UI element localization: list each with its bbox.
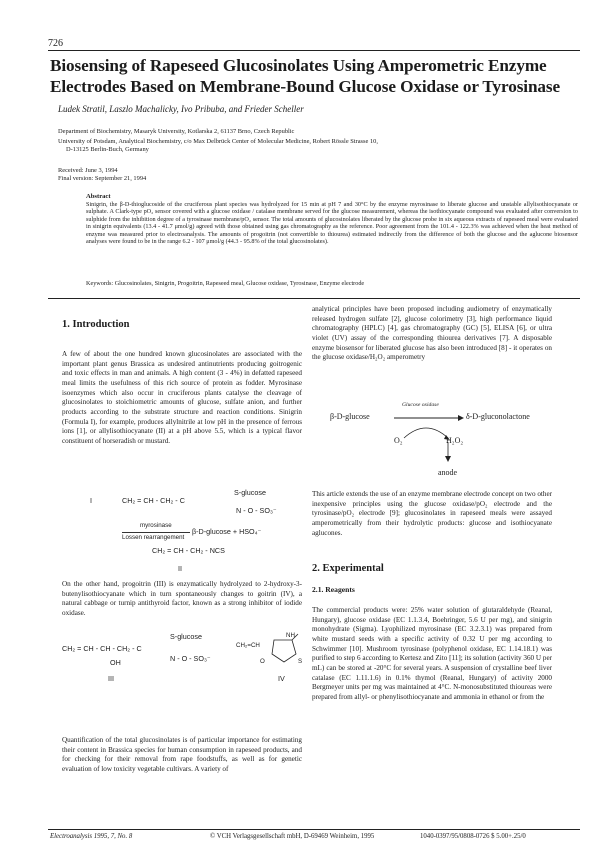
affiliation-3: D-13125 Berlin-Buch, Germany — [66, 146, 149, 153]
formula-chain-i: CH₂ = CH - CH₂ - C — [122, 496, 185, 505]
formula-label-ii: II — [178, 564, 182, 573]
intro-paragraph-1: A few of about the one hundred known glucosinolates are associated with the important plant genus Brassica as undesired antinutrients producing goitrogenic and toxic effects in man and animals. A high content (3 - 4%) in defatted rapeseed meal limits the usefulness of this rich source of protein as fodder. Myrosinase isoenzymes which also occur in cruciferous plants catalyse the cleavage of glucosinolates to stoichiometric amounts of glucose, sulfate anion, and further products according to the substrate structure and reaction conditions. Sinigrin (Formula I), for example, produces allylnitrile at low pH in the presence of ferrous ions [1], or allylisothiocyanate (II) at a pH above 5.5, which is a typical flavor constituent of horseradish or mustard. — [62, 350, 302, 445]
right-paragraph-2: This article extends the use of an enzyme membrane electrode concept on two other inexpensive principles using the glucose oxidase/pO₂ electrode and the tyrosinase/pO₂ electrode [9]; glucosinolates in rapeseed meals were assayed amperometrically from their hydrolytic products: glucose and isothiocyanate aglucones. — [312, 490, 552, 537]
formula-enzyme-label: myrosinase — [140, 522, 172, 529]
formula-rearrangement-label: Lossen rearrangement — [122, 534, 185, 541]
header-rule — [48, 50, 580, 51]
formula-sinigrin-hydrolysis — [60, 484, 306, 574]
formula-s-glucose: S-glucose — [234, 488, 266, 497]
formula-label-i: I — [90, 496, 92, 505]
scheme-gluconolactone: δ-D-gluconolactone — [466, 412, 530, 421]
ring-o: O — [260, 658, 265, 665]
right-paragraph-3: The commercial products were: 25% water solution of glutaraldehyde (Reanal, Hungary), glucose oxidase (EC 1.1.3.4, Boehringer, 5.6 U per mg), and sinigrin monohydrate (Sigma). Lyophilized myrosinase (EC 3.2.3.1) was prepared from white mustard seeds with a specific activity of 0.32 U per mg according to Schwimmer [10]. Mushroom tyrosinase (polyphenol oxidase, EC 1.14.18.1) was purified to step 6 according to Kertesz and Zito [11]; its solution (activity 360 U per mL) can be stored at -20°C for several years. A suspension of crystalline beef liver catalase (EC 1.11.1.6) in 0.1% thymol (Reanal, Hungary) of activity 2000 Bergmeyer units per mg was maintained at 4°C. N-monosubstituted thioureas were prepared from allyl- or phenylisothiocyanate and ammonia in ethanol or from the — [312, 606, 552, 701]
formula-s-glucose-iii: S-glucose — [170, 632, 202, 641]
final-version-date: Final version: September 21, 1994 — [58, 175, 147, 182]
authors: Ludek Stratil, Laszlo Machalicky, Ivo Pribuba, and Frieder Scheller — [58, 104, 304, 114]
keywords: Keywords: Glucosinolates, Sinigrin, Progoitrin, Rapeseed meal, Glucose oxidase, Tyrosinase, Enzyme electrode — [86, 280, 365, 287]
affiliation-1: Department of Biochemistry, Masaryk University, Kotlarska 2, 61137 Brno, Czech Republic — [58, 128, 295, 135]
section-introduction: 1. Introduction — [62, 319, 130, 330]
intro-paragraph-3: Quantification of the total glucosinolates is of particular importance for estimating their content in Brassica species for human consumption in rapeseed products, and for checking for their removal from rape foodstuffs, as well as for genetic evaluation of low toxicity vegetable cultivars. A variety of — [62, 736, 302, 773]
formula-isothiocyanate: CH₂ = CH - CH₂ - NCS — [152, 546, 225, 555]
paper-title — [50, 55, 570, 97]
formula-n-o-so3: N - O - SO₃⁻ — [236, 506, 277, 515]
ring-nh: NH — [286, 632, 295, 639]
formula-progoitrin-goitrin — [60, 630, 306, 684]
formula-oh: OH — [110, 658, 121, 667]
scheme-enzyme: Glucose oxidase — [402, 402, 439, 408]
footer-journal: Electroanalysis 1995, 7, No. 8 — [50, 833, 133, 840]
scheme-o2: O₂ — [394, 436, 403, 445]
title-line-2: Electrodes Based on Membrane-Bound Glucose Oxidase or Tyrosinase — [50, 77, 561, 96]
intro-paragraph-2: On the other hand, progoitrin (III) is enzymatically hydrolyzed to 2-hydroxy-3-butenylisothiocyanate which in turn spontaneously changes to goitrin (IV), a natural cabbage or turnip antithyroid factor, known as a strong inhibitor of iodide oxidase. — [62, 580, 302, 617]
right-paragraph-1: analytical principles have been proposed including audiometry of enzymatically released hydrogen sulfate [2], glucose colorimetry [3], high performance liquid chromatography (HPLC) [4], gas chromatography (GC) [5], ELISA [6], or ultra violet (UV) assay of the corresponding thiourea derivatives [7]. A disposable enzyme biosensor for liberated glucose has also been introduced [8] - it operates on the glucose oxidase/H₂O₂ amperometry — [312, 305, 552, 362]
subsection-reagents: 2.1. Reagents — [312, 585, 355, 594]
footer-issn: 1040-0397/95/0808-0726 $ 5.00+.25/0 — [420, 833, 526, 840]
formula-label-iv: IV — [278, 674, 285, 683]
scheme-h2o2: H₂O₂ — [446, 436, 464, 445]
reaction-arrow — [122, 532, 190, 533]
footer-rule — [48, 829, 580, 830]
scheme-arrows — [390, 406, 464, 462]
ring-substituent: CH₂=CH — [236, 642, 260, 649]
formula-label-iii: III — [108, 674, 114, 683]
title-line-1: Biosensing of Rapeseed Glucosinolates Using Amperometric Enzyme — [50, 56, 547, 75]
scheme-anode: anode — [438, 468, 458, 477]
page-number: 726 — [48, 38, 63, 49]
formula-n-o-so3-iii: N - O - SO₃⁻ — [170, 654, 211, 663]
formula-products: β-D-glucose + HSO₄⁻ — [192, 527, 262, 536]
received-date: Received: June 3, 1994 — [58, 167, 118, 174]
glucose-oxidase-scheme — [330, 402, 550, 482]
abstract-rule — [48, 298, 580, 299]
abstract-text: Sinigrin, the β-D-thioglucoside of the cruciferous plant species was hydrolyzed for 15 min at pH 7 and 30°C by the enzyme myrosinase to liberate glucose and unstable allylisothiocyanate or sulphate. A Clark-type pO₂ sensor covered with a glucose oxidase / catalase membrane served for the glucose measurement, whereas the isothiocyanate compound was evaluated after conversion to sulphide from the inhibition degree of a tyrosinase membrane/pO₂ sensor. The total amounts of glucosinolates liberated by the glucose probe in six aqueous extracts of rapeseed meal were evaluated in sinigrin equivalents (13.4 - 41.7 μmol/g) agreed with those obtained using gas chromatography as the reference. Poor agreement from the 101.4 - 122.3% was achieved when the heat method of enzyme was measured prior to electroanalysis. The amounts of progoitrin (not convertible to thiourea) estimated indirectly from the difference of both the glucose and the aglucone biosensor analyses were found to be in the range 6.2 - 107 μmol/g (44.3 - 95.8% of the total glucosinolates). — [86, 201, 578, 246]
abstract-heading: Abstract — [86, 193, 111, 200]
ring-s: S — [298, 658, 303, 665]
scheme-glucose: β-D-glucose — [330, 412, 370, 421]
section-experimental: 2. Experimental — [312, 563, 384, 574]
affiliation-2: University of Potsdam, Analytical Biochemistry, c/o Max Delbrück Center of Molecular Medicine, Robert Rössle Strasse 10, — [58, 138, 378, 145]
formula-chain-iii: CH₂ = CH - CH - CH₂ - C — [62, 644, 142, 653]
footer-publisher: © VCH Verlagsgesellschaft mbH, D-69469 Weinheim, 1995 — [210, 833, 375, 840]
